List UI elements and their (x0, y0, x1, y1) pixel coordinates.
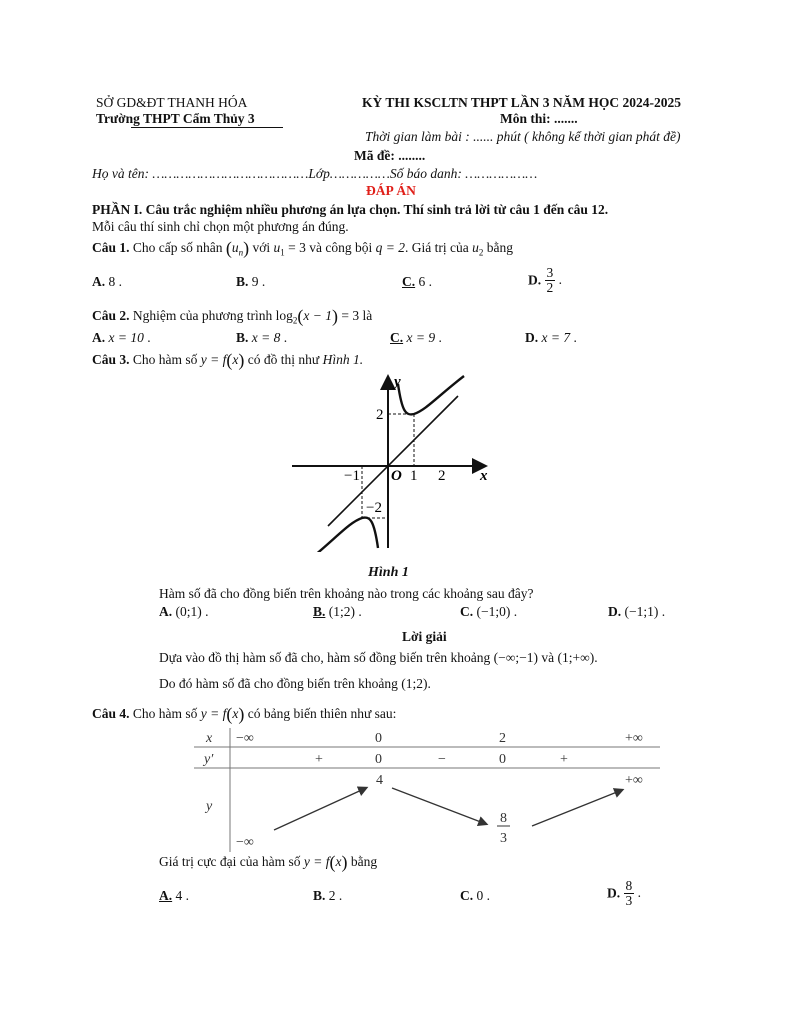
school-underline (131, 127, 283, 128)
origin-label: O (391, 468, 402, 484)
yprime-label: y′ (204, 752, 214, 767)
subject: Môn thi: ....... (500, 111, 578, 126)
q2-option-b[interactable]: B. x = 8 . (236, 330, 288, 345)
exam-code: Mã đề: ........ (354, 148, 426, 163)
figure-caption: Hình 1 (368, 565, 409, 580)
school-name: Trường THPT Cẩm Thủy 3 (96, 111, 255, 126)
solution-line-2: Do đó hàm số đã cho đồng biến trên khoảng (1;2). (159, 676, 431, 691)
time-info: Thời gian làm bài : ...... phút ( không kể thời gian phát đề) (365, 129, 681, 144)
tick-1: 1 (410, 468, 418, 484)
yprime-zero-1: 0 (375, 752, 382, 767)
solution-title: Lời giải (402, 629, 447, 644)
x-zero: 0 (375, 731, 382, 746)
q3-option-b[interactable]: B. (1;2) . (313, 604, 362, 619)
question-1: Câu 1. Cho cấp số nhân $(u_n)$ với $u_1 = 3$ và công bội q = 2. Giá trị của $u_2$ bằng (92, 238, 513, 258)
y-min-num: 8 (500, 811, 507, 826)
q4-question: Giá trị cực đại của hàm số y = f(x) bằng (159, 852, 378, 872)
yprime-plus-1: + (315, 752, 323, 767)
q3-option-d[interactable]: D. (−1;1) . (608, 604, 666, 619)
q2-option-c[interactable]: C. x = 9 . (390, 330, 442, 345)
part1-title: PHẦN I. Câu trắc nghiệm nhiều phương án lựa chọn. Thí sinh trả lời từ câu 1 đến câu 12. (92, 202, 609, 217)
tick-2: 2 (438, 468, 446, 484)
question-2: Câu 2. Nghiệm của phương trình $\log_2(x - 1) = 3$ là (92, 306, 373, 326)
q1-option-b[interactable]: B. 9 . (236, 274, 266, 289)
y-min-den: 3 (500, 831, 507, 846)
answer-key-title: ĐÁP ÁN (366, 183, 416, 198)
arrow-up-2 (532, 790, 622, 826)
student-info-line: Họ và tên: …………………………………Lớp……………Số báo danh: ……………… (92, 166, 538, 181)
oblique-asymptote (328, 396, 458, 526)
q1-option-a[interactable]: A. 8 . (92, 274, 122, 289)
tick-yneg2: −2 (366, 500, 382, 516)
q4-option-d[interactable]: D. $\frac{8}{3}$ . (607, 878, 641, 909)
variation-table (194, 728, 660, 852)
tick-y2: 2 (376, 407, 384, 423)
q4-option-a[interactable]: A. 4 . (159, 888, 189, 903)
x-two: 2 (499, 731, 506, 746)
dept-name: SỞ GD&ĐT THANH HÓA (96, 95, 248, 110)
y-axis-label: y (394, 374, 401, 390)
q3-question: Hàm số đã cho đồng biến trên khoảng nào trong các khoảng sau đây? (159, 586, 534, 601)
q3-option-c[interactable]: C. (−1;0) . (460, 604, 518, 619)
y-max: 4 (376, 773, 383, 788)
q1-option-d[interactable]: D. $\frac{3}{2}$ . (528, 265, 562, 296)
yprime-plus-2: + (560, 752, 568, 767)
q4-option-c[interactable]: C. 0 . (460, 888, 490, 903)
q2-option-a[interactable]: A. x = 10 . (92, 330, 151, 345)
q1-option-c[interactable]: C. 6 . (402, 274, 432, 289)
question-4: Câu 4. Cho hàm số y = f(x) có bảng biến thiên như sau: (92, 704, 397, 724)
yprime-minus: − (438, 752, 446, 767)
part1-note: Mỗi câu thí sinh chỉ chọn một phương án đúng. (92, 219, 349, 234)
q1-label: Câu 1. (92, 240, 130, 255)
solution-line-1: Dựa vào đồ thị hàm số đã cho, hàm số đồng biến trên khoảng (−∞;−1) và (1;+∞). (159, 650, 598, 665)
q3-graph (288, 372, 498, 552)
question-3: Câu 3. Cho hàm số y = f(x) có đồ thị như Hình 1. (92, 350, 364, 370)
exam-title: KỲ THI KSCLTN THPT LẦN 3 NĂM HỌC 2024-2025 (362, 95, 682, 110)
yprime-zero-2: 0 (499, 752, 506, 767)
x-label: x (206, 731, 213, 746)
x-axis-label: x (480, 468, 488, 484)
x-neg-inf: −∞ (236, 731, 254, 746)
y-label: y (206, 799, 213, 814)
y-neg-inf: −∞ (236, 835, 254, 850)
q2-option-d[interactable]: D. x = 7 . (525, 330, 577, 345)
arrow-up-1 (274, 788, 366, 830)
q3-option-a[interactable]: A. (0;1) . (159, 604, 209, 619)
arrow-down (392, 788, 486, 824)
x-pos-inf: +∞ (625, 731, 643, 746)
curve-right-branch (398, 376, 464, 414)
q4-option-b[interactable]: B. 2 . (313, 888, 343, 903)
curve-left-branch (314, 518, 378, 552)
y-pos-inf: +∞ (625, 773, 643, 788)
tick-neg1: −1 (344, 468, 360, 484)
q1-text: Cho cấp số nhân (132, 240, 223, 255)
